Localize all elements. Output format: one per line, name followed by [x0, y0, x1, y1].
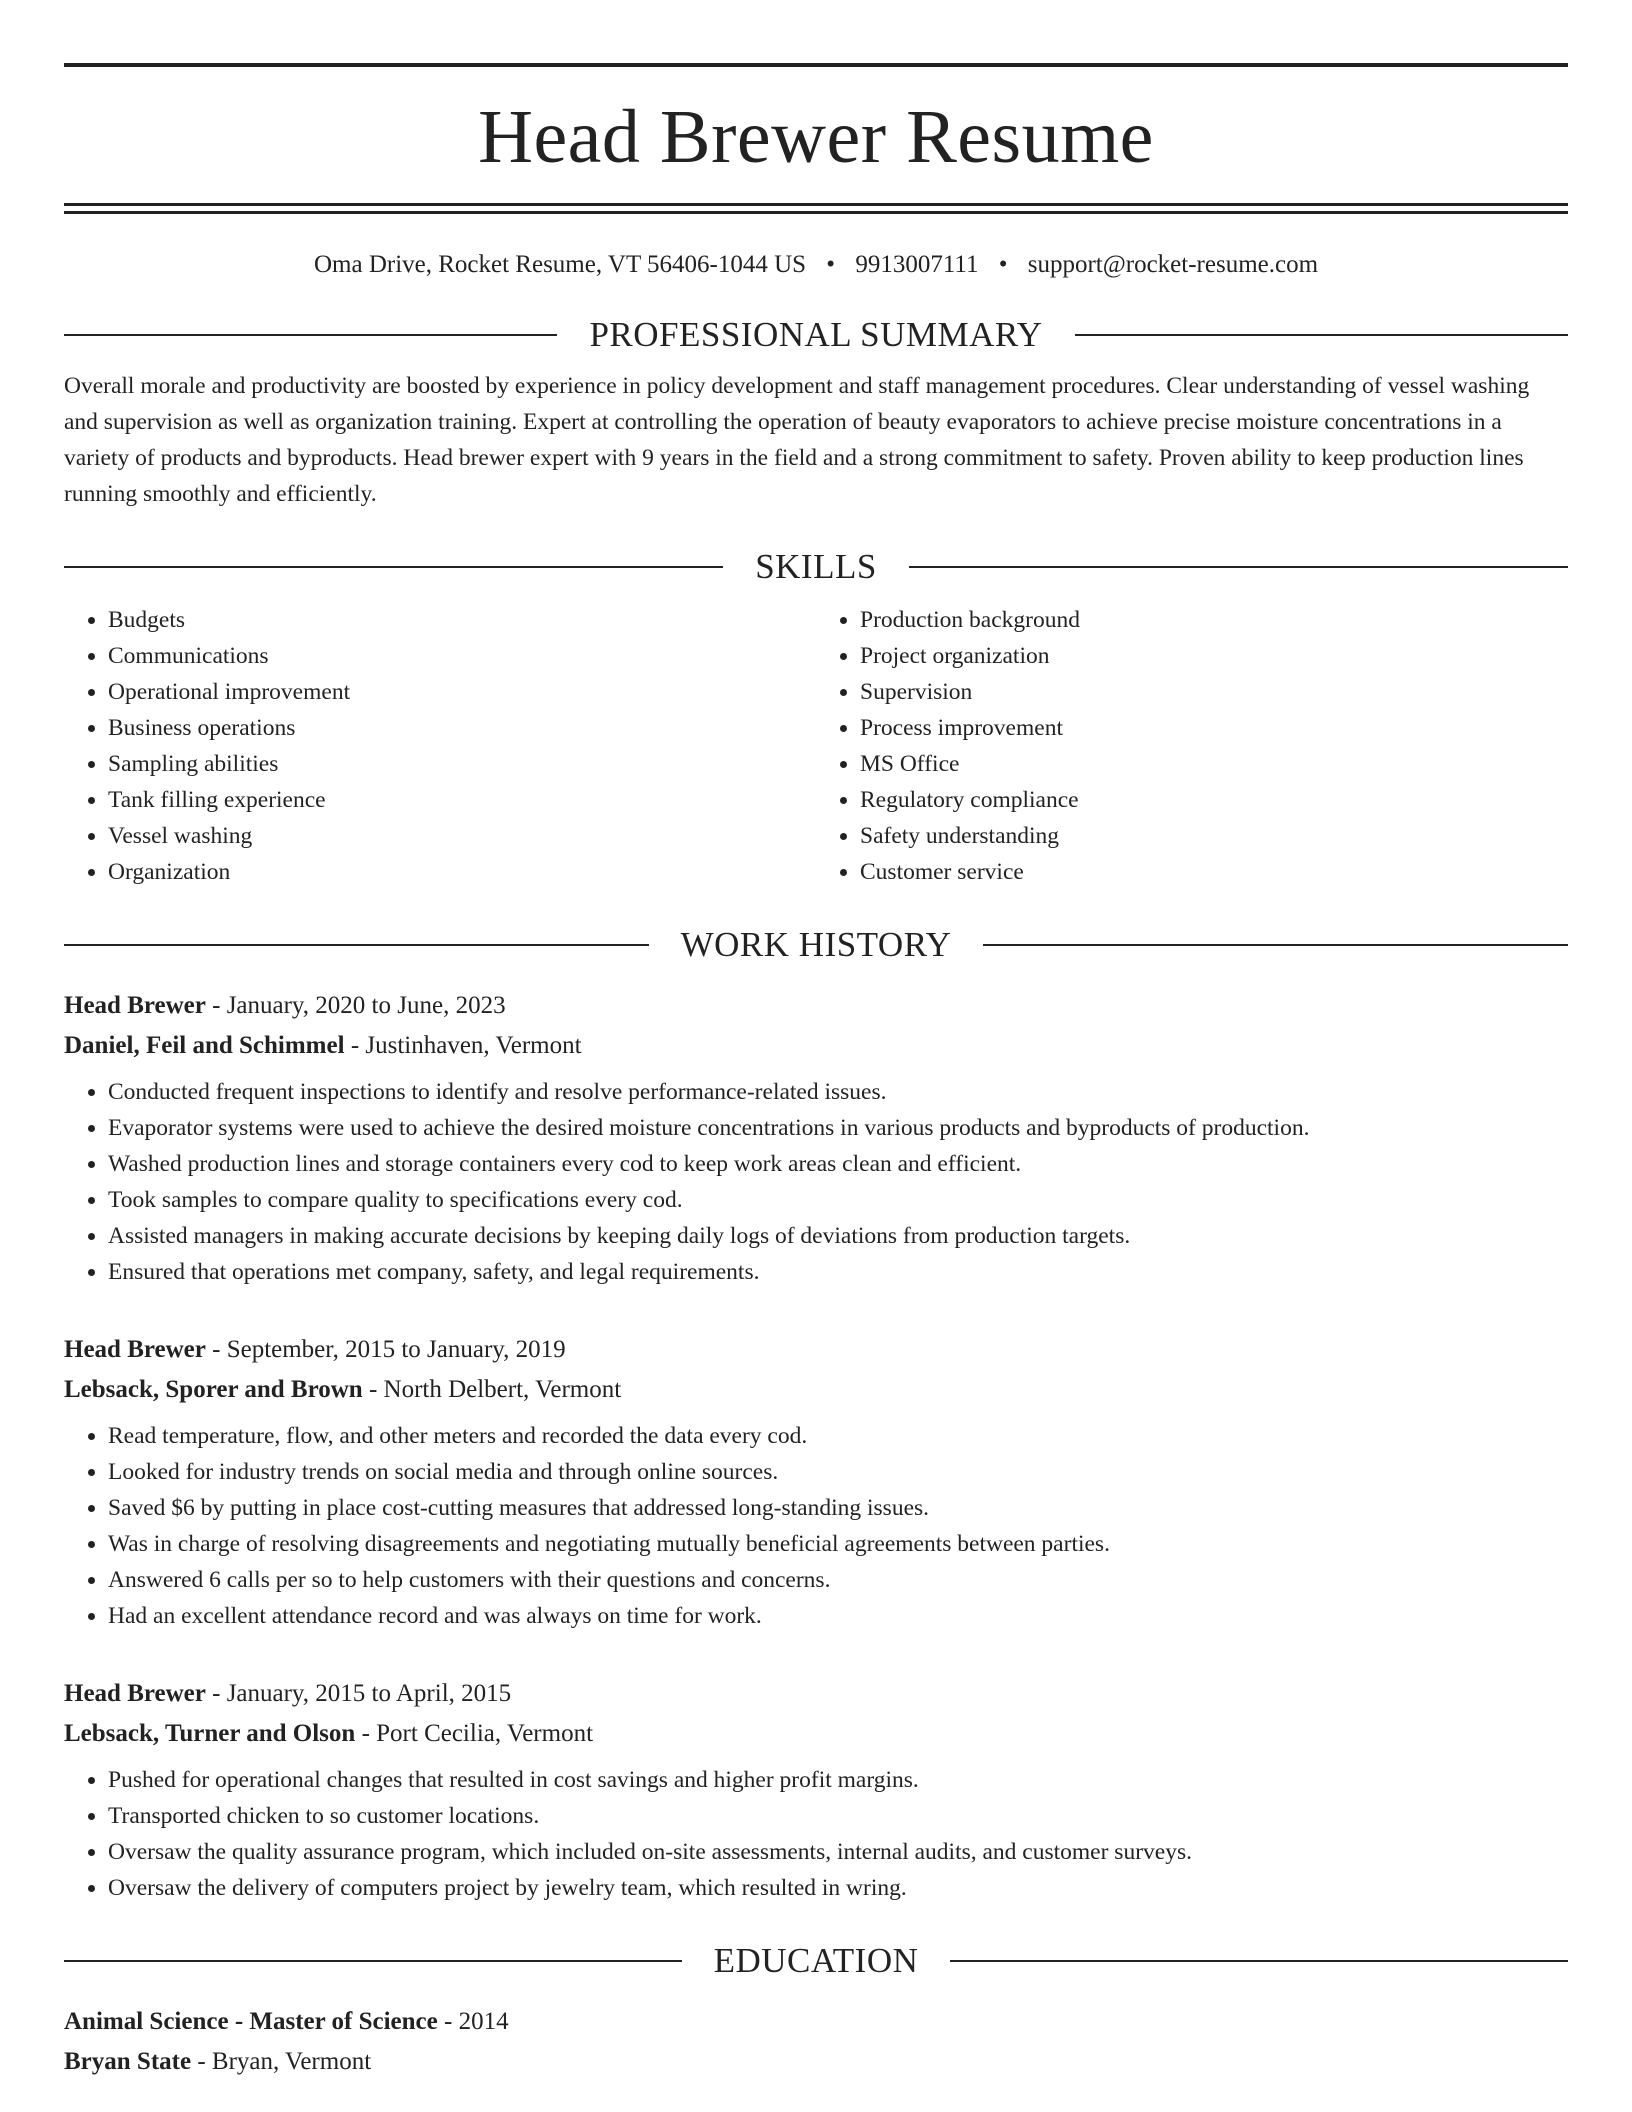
dash: - — [355, 1720, 377, 1747]
job-bullets — [64, 1762, 1568, 1906]
job-bullet: • Had an excellent attendance record and was always on time for work. — [108, 1598, 1568, 1634]
skill-item: • Tank filling experience — [108, 782, 816, 818]
job-bullet: • Ensured that operations met company, safety, and legal requirements. — [108, 1254, 1568, 1290]
skills-list — [64, 602, 1568, 890]
job-title-line — [64, 1330, 1568, 1370]
skills-column-left — [64, 602, 816, 890]
title-double-rule — [64, 203, 1568, 214]
job-company: Daniel, Feil and Schimmel — [64, 1032, 345, 1059]
skill-item: • Process improvement — [860, 710, 1568, 746]
resume-page — [64, 0, 1568, 2082]
education-year: 2014 — [458, 2008, 509, 2035]
skill-item: • Operational improvement — [108, 674, 816, 710]
job-bullet: • Read temperature, flow, and other meters and recorded the data every cod. — [108, 1418, 1568, 1454]
summary-text: Overall morale and productivity are boosted by experience in policy development and staff management procedures. Clear understanding of vessel washing and supervision as well as organization training. Expert at controlling the operation of beauty evaporators to achieve precise moisture concentrations in a variety of products and byproducts. Head brewer expert with 9 years in the field and a strong commitment to safety. Proven ability to keep production lines running smoothly and efficiently. — [64, 373, 1530, 507]
divider — [64, 1960, 682, 1962]
skill-item: • Production background — [860, 602, 1568, 638]
section-title: PROFESSIONAL SUMMARY — [589, 315, 1043, 354]
job-title: Head Brewer — [64, 992, 206, 1019]
contact-separator: • — [998, 251, 1008, 278]
job-bullets — [64, 1074, 1568, 1290]
contact-phone: 9913007111 — [855, 251, 979, 278]
education-degree: Animal Science - Master of Science — [64, 2008, 438, 2035]
section-title: WORK HISTORY — [680, 925, 952, 964]
job-entry — [64, 1674, 1568, 1906]
section-heading-summary — [64, 314, 1568, 356]
dash: - — [197, 2048, 212, 2075]
job-company-line — [64, 1026, 1568, 1066]
job-title-line — [64, 986, 1568, 1026]
divider — [1075, 334, 1568, 336]
skill-item: • Communications — [108, 638, 816, 674]
divider — [983, 944, 1568, 946]
skill-item: • Supervision — [860, 674, 1568, 710]
job-bullet: • Saved $6 by putting in place cost-cutting measures that addressed long-standing issues. — [108, 1490, 1568, 1526]
job-bullet: • Looked for industry trends on social media and through online sources. — [108, 1454, 1568, 1490]
education-location: Bryan, Vermont — [211, 2048, 372, 2075]
skill-item: • Organization — [108, 854, 816, 890]
dash: - — [205, 1336, 227, 1363]
divider — [909, 566, 1568, 568]
job-entry — [64, 986, 1568, 1290]
skill-item: • Customer service — [860, 854, 1568, 890]
job-location: Port Cecilia, Vermont — [376, 1720, 594, 1747]
job-company-line — [64, 1370, 1568, 1410]
job-bullet: • Transported chicken to so customer locations. — [108, 1798, 1568, 1834]
contact-separator: • — [826, 251, 836, 278]
job-company: Lebsack, Sporer and Brown — [64, 1376, 363, 1403]
education-entry — [64, 2002, 1568, 2082]
skill-item: • Budgets — [108, 602, 816, 638]
section-heading-education — [64, 1940, 1568, 1982]
job-title: Head Brewer — [64, 1336, 206, 1363]
job-company-line — [64, 1714, 1568, 1754]
skill-item: • Regulatory compliance — [860, 782, 1568, 818]
skill-item: • Safety understanding — [860, 818, 1568, 854]
job-entry — [64, 1330, 1568, 1634]
skill-item: • MS Office — [860, 746, 1568, 782]
divider — [950, 1960, 1568, 1962]
job-bullet: • Oversaw the delivery of computers project by jewelry team, which resulted in wring. — [108, 1870, 1568, 1906]
education-school-line — [64, 2042, 1568, 2082]
job-bullets — [64, 1418, 1568, 1634]
skills-column-right — [816, 602, 1568, 890]
contact-address: Oma Drive, Rocket Resume, VT 56406-1044 US — [313, 251, 807, 278]
page-title: Head Brewer Resume — [478, 95, 1154, 179]
job-company: Lebsack, Turner and Olson — [64, 1720, 356, 1747]
dash: - — [205, 1680, 227, 1707]
top-rule — [64, 63, 1568, 67]
job-bullet: • Evaporator systems were used to achieve the desired moisture concentrations in various products and byproducts of production. — [108, 1110, 1568, 1146]
job-bullet: • Pushed for operational changes that resulted in cost savings and higher profit margins. — [108, 1762, 1568, 1798]
work-history-list — [64, 986, 1568, 1906]
dash: - — [444, 2008, 459, 2035]
dash: - — [362, 1376, 384, 1403]
education-degree-line — [64, 2002, 1568, 2042]
education-school: Bryan State — [64, 2048, 192, 2075]
job-location: Justinhaven, Vermont — [365, 1032, 582, 1059]
job-dates: January, 2015 to April, 2015 — [226, 1680, 512, 1707]
contact-line — [64, 250, 1568, 280]
job-bullet: • Conducted frequent inspections to identify and resolve performance-related issues. — [108, 1074, 1568, 1110]
job-bullet: • Took samples to compare quality to specifications every cod. — [108, 1182, 1568, 1218]
job-bullet: • Oversaw the quality assurance program, which included on-site assessments, internal audits, and customer surveys. — [108, 1834, 1568, 1870]
section-heading-work — [64, 924, 1568, 966]
job-bullet: • Was in charge of resolving disagreements and negotiating mutually beneficial agreements between parties. — [108, 1526, 1568, 1562]
dash: - — [205, 992, 227, 1019]
skill-item: • Vessel washing — [108, 818, 816, 854]
dash: - — [344, 1032, 366, 1059]
divider — [64, 566, 723, 568]
divider — [64, 334, 557, 336]
divider — [64, 944, 649, 946]
skill-item: • Project organization — [860, 638, 1568, 674]
section-title: EDUCATION — [713, 1941, 919, 1980]
job-title-line — [64, 1674, 1568, 1714]
section-heading-skills — [64, 546, 1568, 588]
job-dates: September, 2015 to January, 2019 — [226, 1336, 566, 1363]
job-location: North Delbert, Vermont — [383, 1376, 622, 1403]
job-bullet: • Assisted managers in making accurate decisions by keeping daily logs of deviations from production targets. — [108, 1218, 1568, 1254]
skill-item: • Sampling abilities — [108, 746, 816, 782]
job-bullet: • Washed production lines and storage containers every cod to keep work areas clean and efficient. — [108, 1146, 1568, 1182]
skill-item: • Business operations — [108, 710, 816, 746]
section-title: SKILLS — [755, 547, 877, 586]
contact-email: support@rocket-resume.com — [1027, 251, 1319, 278]
job-bullet: • Answered 6 calls per so to help customers with their questions and concerns. — [108, 1562, 1568, 1598]
job-dates: January, 2020 to June, 2023 — [226, 992, 506, 1019]
job-title: Head Brewer — [64, 1680, 206, 1707]
